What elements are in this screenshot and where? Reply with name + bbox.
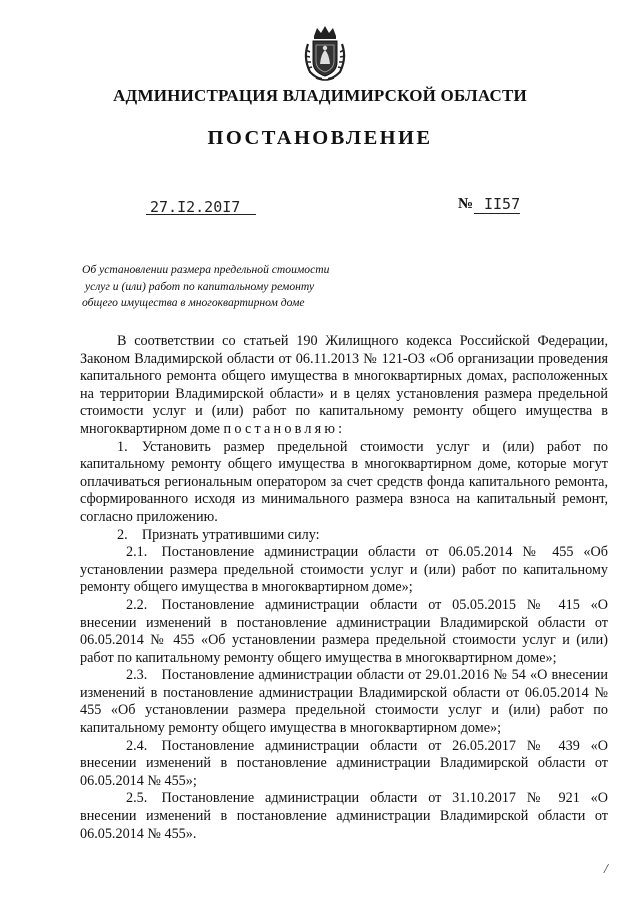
paragraph-2-5: 2.5. Постановление администрации области от 31.10.2017 № 921 «О внесении изменений в постановление администрации Владимирской области от 06.05.2014 № 455». <box>80 790 608 842</box>
paragraph-2-4: 2.4. Постановление администрации области от 26.05.2017 № 439 «О внесении изменений в постановление администрации Владимирской области от 06.05.2014 № 455»; <box>80 737 608 789</box>
document-date: 27.I2.20I7 <box>150 198 241 216</box>
paragraph-2-2: 2.2. Постановление администрации области от 05.05.2015 № 415 «О внесении изменений в постановление администрации Владимирской области от 06.05.2014 № 455 «Об установлении размера предельной стоимости услуг и (или) работ по капитальному ремонту общего имущества в многоквартирном доме»; <box>80 596 608 666</box>
paragraph-2-1: 2.1. Постановление администрации области от 06.05.2014 № 455 «Об установлении размера предельной стоимости услуг и (или) работ по капитальному ремонту общего имущества в многоквартирном доме»; <box>80 544 608 596</box>
number-label: № <box>458 196 474 212</box>
subject-line: услуг и (или) работ по капитальному ремонту <box>85 279 315 293</box>
document-body <box>80 333 608 843</box>
coat-of-arms-emblem <box>302 24 348 82</box>
number-underline <box>474 213 520 214</box>
subject-line: общего имущества в многоквартирном доме <box>82 296 305 309</box>
document-type-title: ПОСТАНОВЛЕНИЕ <box>207 127 433 149</box>
paragraph-2-3: 2.3. Постановление администрации области от 29.01.2016 № 54 «О внесении изменений в постановление администрации Владимирской области от 06.05.2014 № 455 «Об установлении размера предельной стоимости услуг и (или) работ по капитальному ремонту общего имущества в многоквартирном доме»; <box>80 667 608 737</box>
subject-line: Об установлении размера предельной стоимости <box>82 263 330 276</box>
decree-word: постановляю: <box>223 420 346 437</box>
organization-title: АДМИНИСТРАЦИЯ ВЛАДИМИРСКОЙ ОБЛАСТИ <box>113 86 527 105</box>
document-subject <box>82 262 382 312</box>
intro-text: В соответствии со статьей 190 Жилищного кодекса Российской Федерации, Законом Владимирской области от 06.11.2013 № 121-ОЗ «Об организации проведения капитального ремонта общего имущества в многоквартирных домах, расположенных на территории Владимирской области» и в целях установления размера предельной стоимости услуг и (или) работ по капитальному ремонту общего имущества в многоквартирном доме <box>80 333 608 437</box>
intro-paragraph <box>80 333 608 439</box>
page-mark: / <box>604 862 608 877</box>
date-underline <box>146 214 256 215</box>
paragraph-2: 2. Признать утратившими силу: <box>117 526 320 543</box>
paragraph-1: 1. Установить размер предельной стоимости услуг и (или) работ по капитальному ремонту общего имущества в многоквартирном доме, которые могут оплачиваться региональным оператором за счет средств фонда капитального ремонта, сформированного исходя из минимального размера взноса на капитальный ремонт, согласно приложению. <box>80 438 608 525</box>
document-number: II57 <box>484 195 521 213</box>
